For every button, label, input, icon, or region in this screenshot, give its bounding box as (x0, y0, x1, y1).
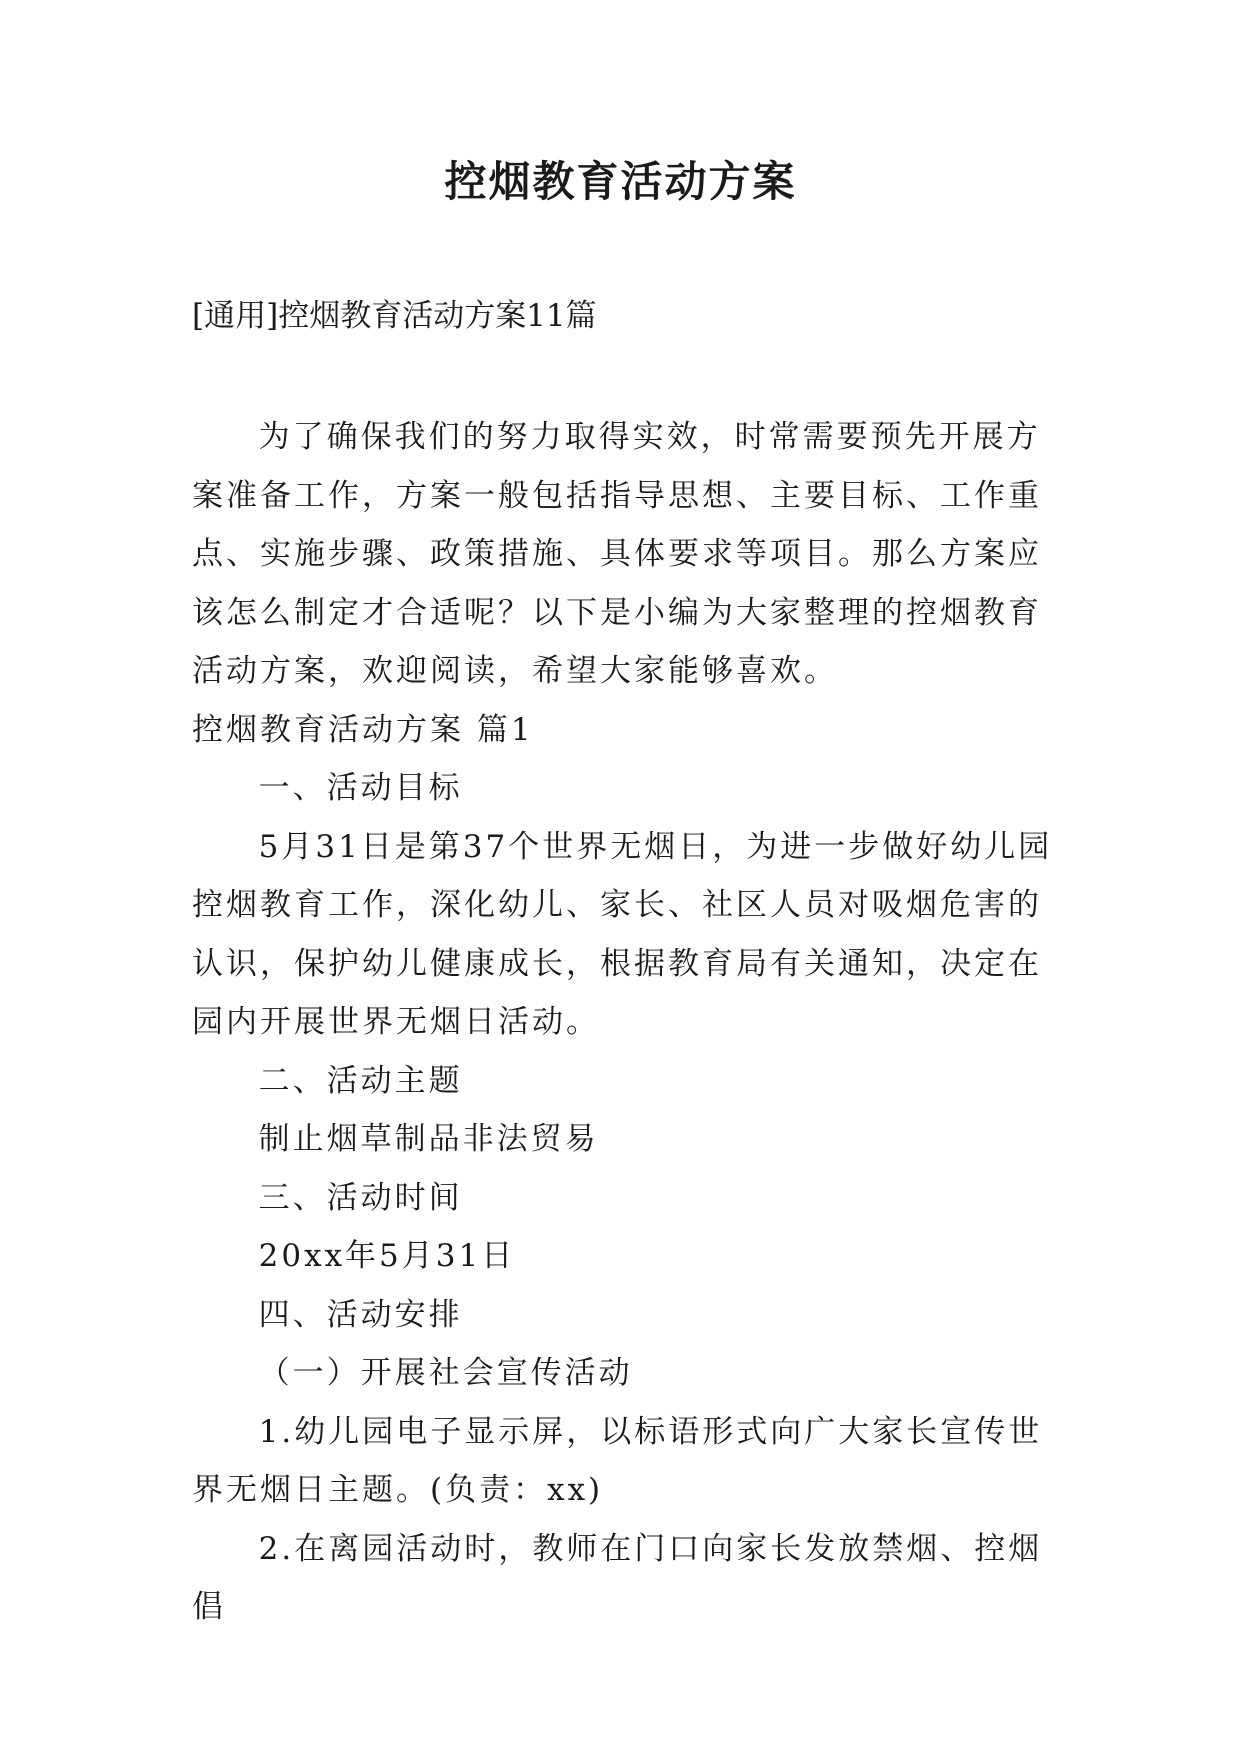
paragraph-activity-goal: 5月31日是第37个世界无烟日，为进一步做好幼儿园控烟教育工作，深化幼儿、家长、社区人员对吸烟危害的认识，保护幼儿健康成长，根据教育局有关通知，决定在园内开展世界无烟日活动。 (192, 828, 1053, 1040)
document-body (192, 408, 1072, 1637)
document-title: 控烟教育活动方案 (444, 157, 797, 206)
list-item-2: 2.在离园活动时，教师在门口向家长发放禁烟、控烟倡 (192, 1530, 1043, 1625)
heading-activity-theme: 二、活动主题 (258, 1062, 463, 1099)
subheading-publicity: （一）开展社会宣传活动 (258, 1355, 633, 1391)
list-item-1: 1.幼儿园电子显示屏，以标语形式向广大家长宣传世界无烟日主题。(负责：xx) (192, 1413, 1043, 1508)
intro-paragraph: 为了确保我们的努力取得实效，时常需要预先开展方案准备工作，方案一般包括指导思想、主要目标、工作重点、实施步骤、政策措施、具体要求等项目。那么方案应该怎么制定才合适呢？以下是小编为大家整理的控烟教育活动方案，欢迎阅读，希望大家能够喜欢。 (192, 419, 1042, 689)
section-heading: 控烟教育活动方案 篇1 (192, 711, 534, 748)
paragraph-activity-time: 20xx年5月31日 (258, 1238, 516, 1274)
heading-activity-arrangement: 四、活动安排 (258, 1296, 463, 1333)
document-subtitle: [通用]控烟教育活动方案11篇 (192, 298, 597, 334)
paragraph-activity-theme: 制止烟草制品非法贸易 (258, 1121, 599, 1157)
heading-activity-time: 三、活动时间 (258, 1179, 463, 1216)
heading-activity-goal: 一、活动目标 (258, 770, 463, 806)
